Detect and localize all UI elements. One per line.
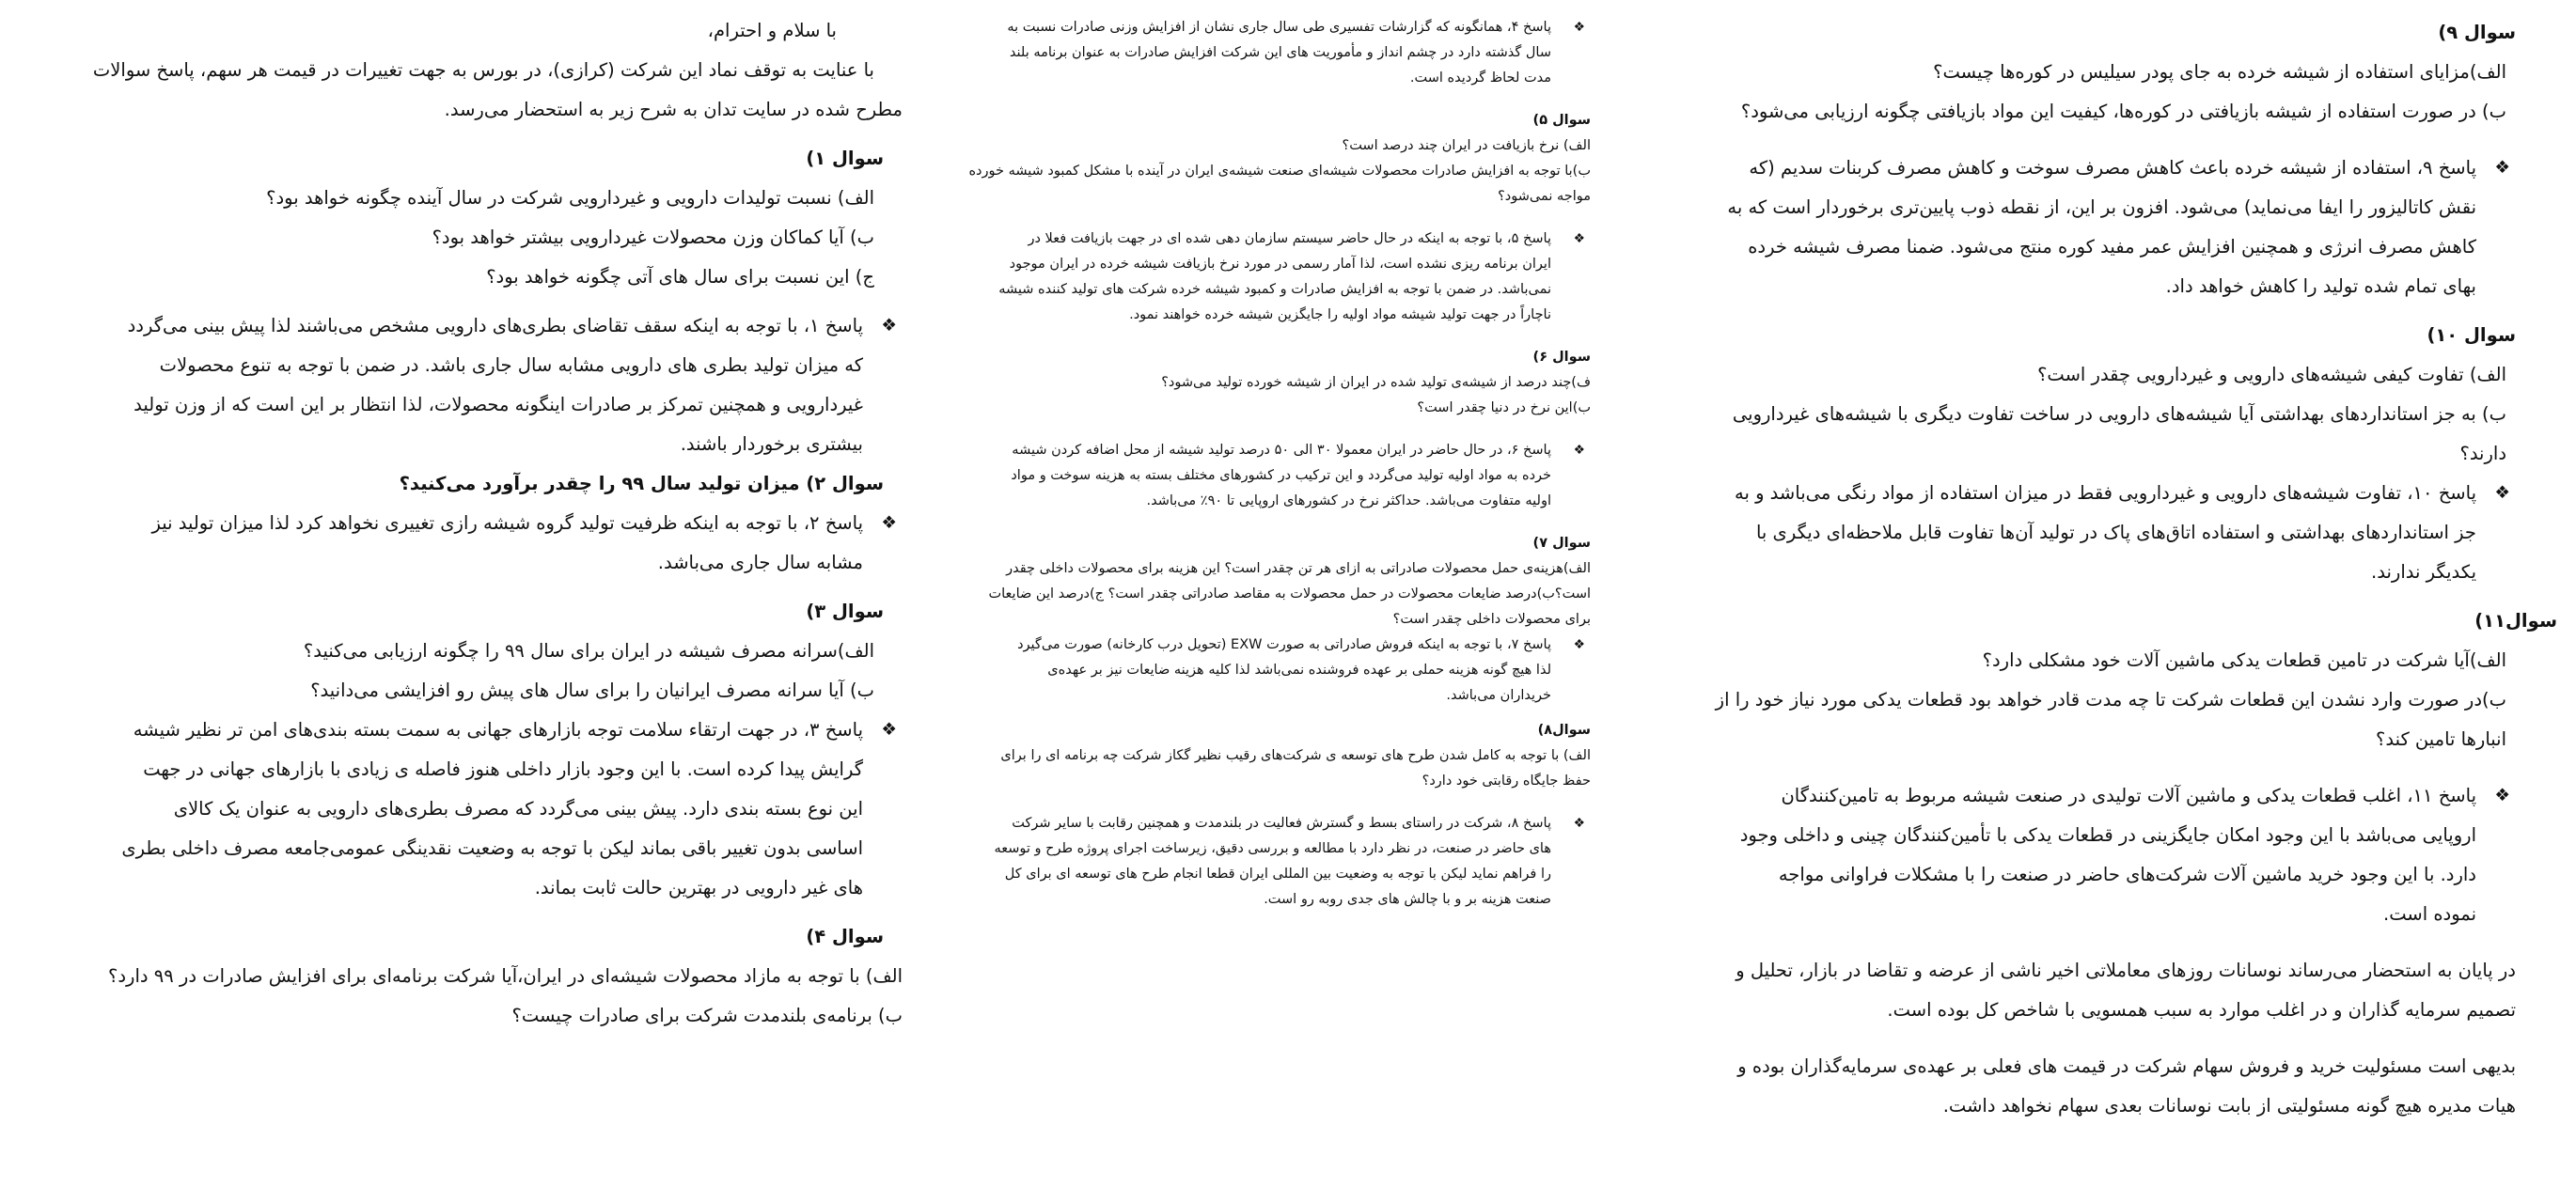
q1-heading: سوال ۱)	[806, 148, 884, 169]
answer-11-line: نموده است.	[2383, 903, 2476, 925]
q6-part-b: ب)این نرخ در دنیا چقدر است؟	[1417, 400, 1591, 415]
answer-1	[28, 306, 903, 464]
closing-paragraph-line: تصمیم سرمایه گذاران و در اغلب موارد به سبب همسویی با شاخص کل بوده است.	[1887, 999, 2516, 1021]
q7-line: برای محصولات داخلی چقدر است؟	[1392, 612, 1591, 627]
answer-8-line: را فراهم نماید لیکن با توجه به وضعیت بین المللی ایران قطعا انجام طرح های توسعه ای برای کل	[1004, 867, 1551, 882]
q9-part-a: الف)مزایای استفاده از شیشه خرده به جای پودر سیلیس در کوره‌ها چیست؟	[1933, 61, 2506, 83]
answer-5-line: پاسخ ۵، با توجه به اینکه در حال حاضر سیستم سازمان دهی شده ای در جهت بازیافت فعلا در	[1028, 231, 1551, 246]
answer-11	[1739, 776, 2516, 934]
answer-9-line: پاسخ ۹، استفاده از شیشه خرده باعث کاهش مصرف سوخت و کاهش مصرف کربنات سدیم (که	[1749, 157, 2476, 179]
answer-3	[28, 711, 903, 908]
answer-11-line: پاسخ ۱۱، اغلب قطعات یدکی و ماشین آلات تولیدی در صنعت شیشه مربوط به تامین‌کنندگان	[1781, 785, 2476, 806]
answer-5	[998, 227, 1591, 328]
answer-11-line: دارد. با این وجود خرید ماشین آلات شرکت‌های حاضر در صنعت را با مشکلات فراوانی مواجه	[1778, 864, 2476, 885]
answer-3-line: های غیر دارویی در بهترین حالت ثابت بماند.	[534, 877, 863, 898]
diamond-bullet-icon: ❖	[1573, 816, 1585, 831]
q5-part-b: مواجه نمی‌شود؟	[1498, 189, 1591, 204]
answer-11-line: اروپایی می‌باشد با این وجود امکان جایگزینی در قطعات یدکی با تأمین‌کنندگان چینی و داخلی وجود	[1739, 824, 2476, 846]
answer-6-line: خرده به مواد اولیه تولید می‌گردد و این ترکیب در کشورهای مختلف بسته به هزینه سوخت و مواد	[1011, 468, 1551, 483]
answer-8-line: های حاضر در صنعت، در نظر دارد با مطالعه و بررسی دقیق، زیرساخت اجرای پروژه طرح و توسعه	[994, 841, 1551, 856]
answer-3-line: اساسی بدون تغییر باقی بماند لیکن با توجه به وضعیت نقدینگی عمومی‌جامعه مصرف داخلی بطری	[121, 837, 863, 859]
answer-3-line: پاسخ ۳، در جهت ارتقاء سلامت توجه بازارهای جهانی به سمت بسته بندی‌های امن تر نظیر شیشه	[133, 719, 863, 741]
q5-part-b: ب)با توجه به افزایش صادرات محصولات شیشه‌ای صنعت شیشه‌ی ایران در آینده با مشکل کمبود شیشه خورده	[968, 164, 1591, 179]
q6-heading: سوال ۶)	[1532, 350, 1591, 365]
answer-9-line: کاهش مصرف انرژی و همچنین افزایش عمر مفید کوره منتج می‌شود. ضمنا مصرف شیشه خرده	[1748, 236, 2476, 258]
q9-heading: سوال ۹)	[2438, 22, 2516, 43]
answer-1-line: بیشتری برخوردار باشند.	[680, 433, 863, 455]
answer-3-line: این نوع بسته بندی دارد. پیش بینی می‌گردد که مصرف بطری‌های دارویی به عنوان یک کالای	[173, 798, 863, 820]
q7-line: است؟ب)درصد ضایعات محصولات در حمل محصولات به مقاصد صادراتی چقدر است؟ ج)درصد این ضایعات	[988, 586, 1591, 602]
answer-4	[1008, 15, 1591, 91]
answer-6-line: اولیه متفاوت می‌باشد. حداکثر نرخ در کشورهای اروپایی تا ۹۰٪ می‌باشد.	[1146, 493, 1551, 508]
answer-7-line: خریداران می‌باشد.	[1446, 688, 1551, 703]
diamond-bullet-icon: ❖	[2494, 158, 2510, 178]
answer-1-line: غیردارویی و همچنین تمرکز بر صادرات اینگونه محصولات، لذا انتظار بر این است که از وزن تولید	[134, 394, 863, 415]
q6-part-a: ف)چند درصد از شیشه‌ی تولید شده در ایران از شیشه خورده تولید می‌شود؟	[1161, 375, 1591, 390]
q9-part-b: ب) در صورت استفاده از شیشه بازیافتی در کوره‌ها، کیفیت این مواد بازیافتی چگونه ارزیابی می‌شود؟	[1740, 101, 2506, 122]
q5-part-a: الف) نرخ بازیافت در ایران چند درصد است؟	[1342, 138, 1591, 153]
diamond-bullet-icon: ❖	[881, 316, 897, 336]
intro-line: با عنایت به توقف نماد این شرکت (کرازی)، در بورس به جهت تغییرات در قیمت هر سهم، پاسخ سوالات	[92, 59, 874, 81]
q4-part-b: ب) برنامه‌ی بلندمدت شرکت برای صادرات چیست؟	[511, 1005, 903, 1026]
closing-paragraph-line: در پایان به استحضار می‌رساند نوسانات روزهای معاملاتی اخیر ناشی از عرضه و تقاضا در بازار، تحلیل و	[1736, 960, 2516, 981]
answer-4-line: پاسخ ۴، همانگونه که گزارشات تفسیری طی سال جاری نشان از افزایش وزنی صادرات نسبت به	[1007, 20, 1551, 35]
answer-8-line: صنعت هزینه بر و با چالش های جدی روبه رو است.	[1264, 892, 1551, 907]
q1-part-b: ب) آیا کماکان وزن محصولات غیردارویی بیشتر خواهد بود؟	[432, 227, 874, 248]
answer-9	[1727, 148, 2516, 306]
q8-line: الف) با توجه به کامل شدن طرح های توسعه ی شرکت‌های رقیب نظیر گکاز شرکت چه برنامه ای را برای	[1000, 748, 1591, 763]
answer-2-line: مشابه سال جاری می‌باشد.	[657, 552, 863, 573]
right-column	[1715, 0, 2576, 1126]
answer-10-line: جز استانداردهای بهداشتی و استفاده اتاق‌های پاک در تولید آن‌ها تفاوت قابل ملاحظه‌ای دیگری با	[1755, 522, 2476, 543]
q11-part-b: انبارها تامین کند؟	[2375, 728, 2506, 750]
answer-9-line: نقش کاتالیزور را ایفا می‌نماید) می‌شود. افزون بر این، از نقطه ذوب پایین‌تری برخوردار است که به	[1727, 196, 2476, 218]
middle-column	[968, 0, 1617, 913]
q7-line: الف)هزینه‌ی حمل محصولات صادراتی به ازای هر تن چقدر است؟ این هزینه برای محصولات داخلی چقدر	[1006, 561, 1591, 576]
answer-7-line: پاسخ ۷، با توجه به اینکه فروش صادراتی به صورت EXW (تحویل درب کارخانه) صورت می‌گیرد	[1017, 637, 1551, 652]
diamond-bullet-icon: ❖	[1573, 20, 1585, 35]
q3-part-a: الف)سرانه مصرف شیشه در ایران برای سال ۹۹ را چگونه ارزیابی می‌کنید؟	[303, 640, 874, 662]
greeting: با سلام و احترام،	[707, 20, 837, 41]
q8-line: حفظ جایگاه رقابتی خود دارد؟	[1422, 773, 1591, 789]
answer-7-line: لذا هیچ گونه هزینه حملی بر عهده فروشنده نمی‌باشد لذا کلیه هزینه ضایعات نیز بر عهده‌ی	[1047, 663, 1551, 678]
q7-heading: سوال ۷)	[1532, 536, 1591, 551]
left-column	[0, 0, 950, 1036]
answer-1-line: که میزان تولید بطری های دارویی مشابه سال جاری باشد. در ضمن با توجه به تنوع محصولات	[159, 354, 863, 376]
answer-6	[1008, 438, 1591, 514]
answer-10-line: یکدیگر ندارند.	[2371, 561, 2476, 583]
q3-heading: سوال ۳)	[806, 601, 884, 622]
answer-2-line: پاسخ ۲، با توجه به اینکه ظرفیت تولید گروه شیشه رازی تغییری نخواهد کرد لذا میزان تولید نیز	[151, 512, 863, 534]
disclaimer-line: هیات مدیره هیچ گونه مسئولیتی از بابت نوسانات بعدی سهام نخواهد داشت.	[1942, 1095, 2516, 1117]
answer-4-line: مدت لحاظ گردیده است.	[1409, 70, 1551, 86]
q11-part-a: الف)آیا شرکت در تامین قطعات یدکی ماشین آلات خود مشکلی دارد؟	[1982, 649, 2506, 671]
q8-heading: سوال۸)	[1537, 723, 1591, 738]
answer-2	[28, 504, 903, 583]
q11-heading: سوال۱۱)	[2474, 610, 2557, 632]
diamond-bullet-icon: ❖	[1573, 231, 1585, 246]
diamond-bullet-icon: ❖	[881, 720, 897, 740]
q1-part-a: الف) نسبت تولیدات دارویی و غیردارویی شرکت در سال آینده چگونه خواهد بود؟	[266, 187, 874, 209]
q2-line: سوال ۲) میزان تولید سال ۹۹ را چقدر برآورد می‌کنید؟	[399, 473, 884, 494]
disclaimer-line: بدیهی است مسئولیت خرید و فروش سهام شرکت در قیمت های فعلی بر عهده‌ی سرمایه‌گذاران بوده و	[1737, 1055, 2516, 1077]
answer-6-line: پاسخ ۶، در حال حاضر در ایران معمولا ۳۰ الی ۵۰ درصد تولید شیشه از محل اضافه کردن شیشه	[1012, 443, 1551, 458]
diamond-bullet-icon: ❖	[881, 513, 897, 533]
answer-1-line: پاسخ ۱، با توجه به اینکه سقف تقاضای بطری‌های دارویی مشخص می‌باشند لذا پیش بینی می‌گردد	[127, 315, 863, 336]
answer-10-line: پاسخ ۱۰، تفاوت شیشه‌های دارویی و غیردارویی فقط در میزان استفاده از مواد رنگی می‌باشد و به	[1734, 482, 2476, 504]
q1-part-c: ج) این نسبت برای سال های آتی چگونه خواهد بود؟	[486, 266, 874, 288]
q4-part-a: الف) با توجه به مازاد محصولات شیشه‌ای در ایران،آیا شرکت برنامه‌ای برای افزایش صادرات در ۹۹ دارد؟	[108, 965, 903, 987]
diamond-bullet-icon: ❖	[2494, 483, 2510, 503]
q10-part-b: ب) به جز استانداردهای بهداشتی آیا شیشه‌های دارویی در ساخت تفاوت دیگری با شیشه‌های غیردارویی	[1732, 403, 2506, 425]
diamond-bullet-icon: ❖	[1573, 637, 1585, 652]
answer-4-line: سال گذشته دارد در چشم انداز و مأموریت های این شرکت افزایش صادرات به عنوان برنامه بلند	[1009, 45, 1551, 60]
answer-7	[1008, 633, 1591, 709]
answer-8-line: پاسخ ۸، شرکت در راستای بسط و گسترش فعالیت در بلندمدت و همچنین رقابت با سایر شرکت	[1012, 816, 1551, 831]
answer-5-line: ناچاراً در جهت تولید شیشه مواد اولیه را جایگزین شیشه خرده خواهند نمود.	[1129, 307, 1551, 322]
diamond-bullet-icon: ❖	[1573, 443, 1585, 458]
intro-line: مطرح شده در سایت تدان به شرح زیر به استحضار می‌رسد.	[444, 99, 903, 120]
answer-10	[1734, 474, 2516, 592]
q10-part-b: دارند؟	[2459, 443, 2506, 464]
q5-heading: سوال ۵)	[1532, 113, 1591, 128]
answer-5-line: نمی‌باشد. در ضمن با توجه به افزایش صادرات و کمبود شیشه خرده شرکت های تولید کننده شیشه	[998, 282, 1551, 297]
q10-heading: سوال ۱۰)	[2427, 324, 2516, 346]
answer-8	[994, 811, 1591, 913]
answer-9-line: بهای تمام شده تولید را کاهش خواهد داد.	[2165, 275, 2476, 297]
diamond-bullet-icon: ❖	[2494, 786, 2510, 805]
q4-heading: سوال ۴)	[806, 926, 884, 947]
answer-5-line: ایران برنامه ریزی نشده است، لذا آمار رسمی در مورد نرخ بازیافت شیشه خرده در ایران موجود	[1009, 257, 1551, 272]
q10-part-a: الف) تفاوت کیفی شیشه‌های دارویی و غیردارویی چقدر است؟	[2037, 364, 2506, 385]
q3-part-b: ب) آیا سرانه مصرف ایرانیان را برای سال های پیش رو افزایشی می‌دانید؟	[310, 680, 874, 701]
answer-3-line: گرایش پیدا کرده است. با این وجود بازار داخلی هنوز فاصله ی زیادی با بازارهای جهانی در جهت	[143, 758, 863, 780]
q11-part-b: ب)در صورت وارد نشدن این قطعات شرکت تا چه مدت قادر خواهد بود قطعات یدکی مورد نیاز خود را از	[1715, 689, 2506, 711]
